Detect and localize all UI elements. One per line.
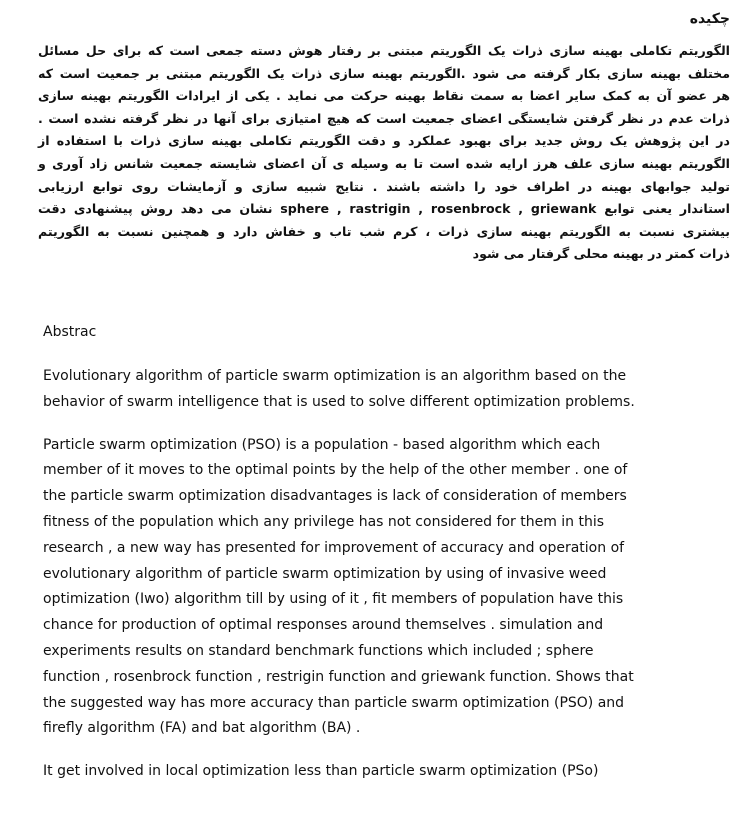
persian-line: ذرات عدم در نظر گرفتن شایستگی اعضای جمعیت است که هیچ امتیازی برای آنها در نظر گرفته نشده است . [38,110,730,126]
persian-line: در این پژوهش یک روش جدید برای بهبود عملکرد و دقت الگوریتم تکاملی بهینه سازی ذرات با استفاده از [38,133,730,149]
paragraph-line: Evolutionary algorithm of particle swarm optimization is an algorithm based on the [43,368,627,384]
persian-line: هر عضو آن به کمک سایر اعضا به سمت نقاط بهینه حرکت می نماید . یکی از ایرادات الگوریتم بهینه سازی [38,88,730,104]
paragraph-line: fitness of the population which any privilege has not considered for them in this [43,513,605,530]
paragraph-line: It get involved in local optimization less than particle swarm optimization (PSo) [43,763,599,780]
paragraph-line: optimization (Iwo) algorithm till by using of it , fit members of population have this [43,591,624,608]
paragraph-line: function , rosenbrock function , restrigin function and griewank function. Shows that [43,668,634,685]
paragraph-line: firefly algorithm (FA) and bat algorithm (BA) . [43,720,361,737]
persian-line: بیشتری نسبت به الگوریتم بهینه سازی ذرات ، کرم شب تاب و خفاش دارد و همچنین نسبت به الگوریتم [38,223,730,239]
persian-line: مختلف بهینه سازی بکار گرفته می شود .الگوریتم بهینه سازی ذرات یک الگوریتم مبتنی بر جمعیت است که [38,65,730,81]
paragraph-line: Particle swarm optimization (PSO) is a population - based algorithm which each [43,436,601,453]
english-paragraph-3 [43,759,723,785]
paragraph-line: research , a new way has presented for improvement of accuracy and operation of [43,539,625,556]
english-paragraph-1 [43,364,723,416]
persian-line: ذرات کمتر در بهینه محلی گرفتار می شود [472,246,730,262]
persian-abstract-body [38,40,730,266]
paragraph-line: member of it moves to the optimal points by the help of the other member . one of [43,462,628,479]
persian-abstract [38,8,730,266]
persian-line: الگوریتم بهینه سازی علف هرز ارایه شده است تا به وسیله ی آن اعضای شایسته جمعیت شانس زاد آوری و [38,155,730,171]
paragraph-line: experiments results on standard benchmark functions which included ; sphere [43,642,594,659]
english-paragraph-2 [43,433,723,743]
english-abstract-heading: Abstrac [43,324,97,340]
english-abstract [43,322,723,785]
paragraph-line: evolutionary algorithm of particle swarm optimization by using of invasive weed [43,565,607,582]
paragraph-line: the particle swarm optimization disadvantages is lack of consideration of members [43,488,627,505]
paragraph-line: chance for production of optimal responses around themselves . simulation and [43,617,604,634]
persian-abstract-heading: چکیده [689,11,730,27]
persian-line: استاندار یعنی توابع sphere , rastrigin , rosenbrock , griewank نشان می دهد روش پیشنهادی دقت [38,201,730,217]
paragraph-line: the suggested way has more accuracy than particle swarm optimization (PSO) and [43,694,625,711]
paragraph-line: behavior of swarm intelligence that is used to solve different optimization problems. [43,393,635,410]
persian-line: الگوریتم تکاملی بهینه سازی ذرات یک الگوریتم مبتنی بر رفتار هوش دسته جمعی است که برای حل مسائل [38,43,730,58]
persian-line: تولید جوابهای بهینه در اطراف خود را داشته باشند . نتایج شبیه سازی و آزمایشات روی توابع ارزیابی [38,178,730,194]
